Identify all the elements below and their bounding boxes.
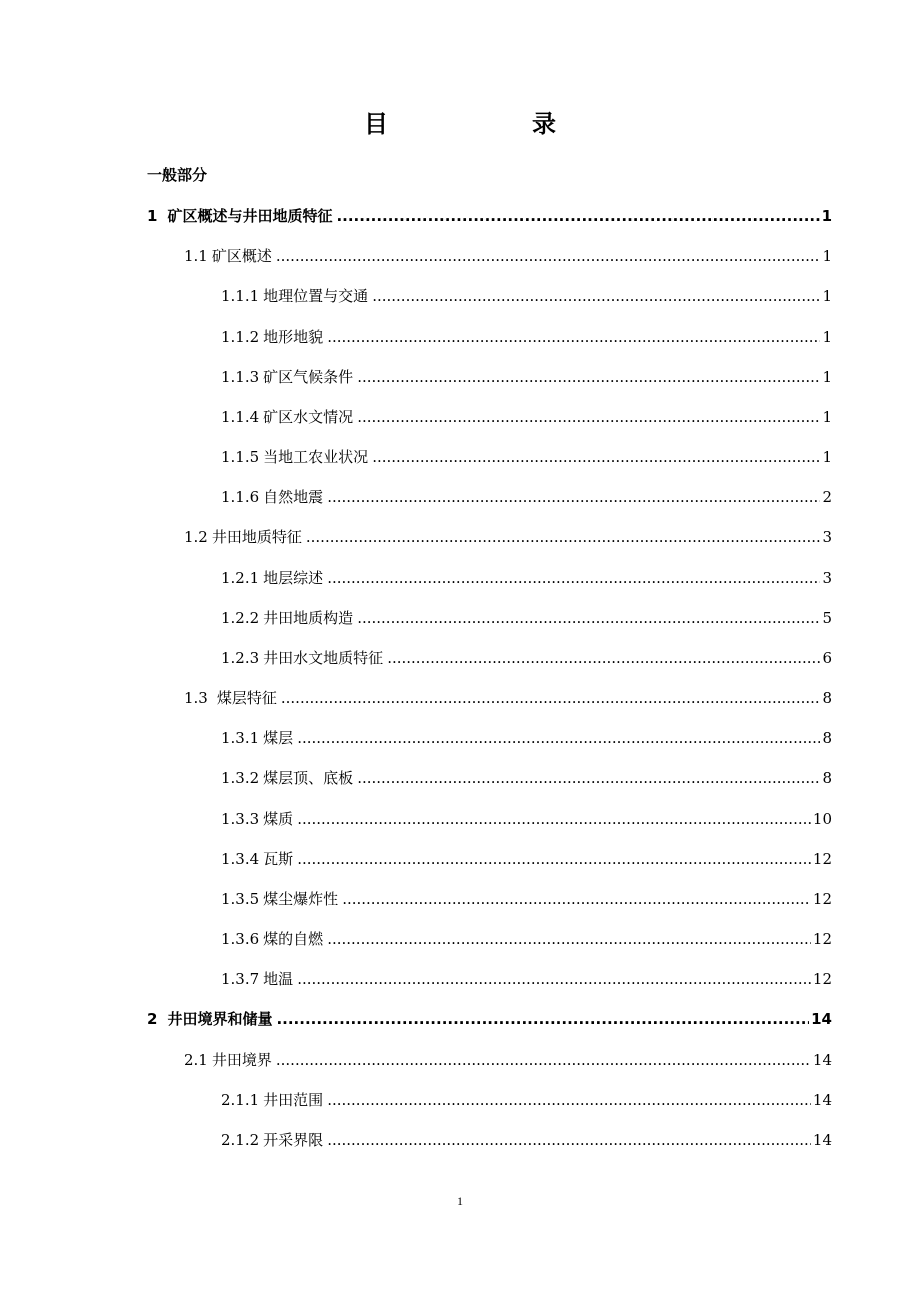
toc-entry-page: 1: [822, 368, 832, 386]
toc-dot-leader: [327, 325, 820, 349]
toc-entry-number: 2.1: [184, 1051, 208, 1069]
toc-entry-title: 井田境界和储量: [167, 1010, 273, 1028]
toc-entry-title: 当地工农业状况: [263, 448, 369, 466]
toc-entry-page: 10: [812, 810, 832, 828]
toc-entry[interactable]: [221, 726, 832, 750]
toc-entry-number: 1.1.6: [221, 488, 260, 506]
toc-dot-leader: [297, 967, 811, 991]
toc-entry-number: 1.3.3: [221, 810, 260, 828]
toc-entry-page: 12: [812, 890, 832, 908]
toc-dot-leader: [357, 365, 820, 389]
toc-dot-leader: [297, 847, 811, 871]
toc-entry-title: 自然地震: [263, 488, 324, 506]
toc-entry-page: 1: [822, 247, 832, 265]
toc-entry[interactable]: [221, 365, 832, 389]
toc-entry-page: 1: [822, 328, 832, 346]
toc-entry-title: 井田境界: [211, 1051, 272, 1069]
toc-dot-leader: [327, 566, 820, 590]
toc-dot-leader: [327, 927, 811, 951]
toc-entry[interactable]: [221, 967, 832, 991]
toc-dot-leader: [276, 244, 821, 268]
toc-entry[interactable]: [221, 1128, 832, 1152]
toc-entry[interactable]: [221, 646, 832, 670]
toc-dot-leader: [336, 204, 819, 228]
toc-entry-page: 3: [822, 528, 832, 546]
toc-entry[interactable]: [221, 485, 832, 509]
toc-entry-number: 1.2.1: [221, 569, 260, 587]
toc-dot-leader: [281, 686, 821, 710]
toc-entry-page: 14: [812, 1091, 832, 1109]
toc-entry-number: 1.3.1: [221, 729, 260, 747]
toc-dot-leader: [306, 525, 821, 549]
toc-dot-leader: [276, 1048, 811, 1072]
toc-entry-title: 地理位置与交通: [263, 287, 369, 305]
toc-entry[interactable]: [221, 606, 832, 630]
toc-dot-leader: [327, 1128, 811, 1152]
toc-dot-leader: [297, 726, 820, 750]
toc-entry[interactable]: [221, 927, 832, 951]
toc-dot-leader: [342, 887, 811, 911]
toc-entry-title: 煤层特征: [216, 689, 277, 707]
toc-entry-title: 煤质: [263, 810, 294, 828]
toc-entry-number: 1.2: [184, 528, 208, 546]
toc-dot-leader: [372, 284, 820, 308]
toc-dot-leader: [327, 485, 820, 509]
toc-entry-number: 2.1.1: [221, 1091, 260, 1109]
toc-entry-number: 1.2.3: [221, 649, 260, 667]
toc-entry-number: 1.3.6: [221, 930, 260, 948]
toc-entry-page: 14: [812, 1051, 832, 1069]
toc-entry-title: 煤尘爆炸性: [263, 890, 339, 908]
toc-entry-number: 1.1: [184, 247, 208, 265]
toc-entry-title: 瓦斯: [263, 850, 294, 868]
toc-entry-number: 1.3: [184, 689, 208, 707]
toc-entry[interactable]: [221, 1088, 832, 1112]
section-heading: 一般部分: [147, 166, 208, 184]
toc-entry-page: 8: [822, 729, 832, 747]
toc-entry-page: 2: [822, 488, 832, 506]
toc-entry[interactable]: [147, 204, 832, 228]
toc-entry-title: 地形地貌: [263, 328, 324, 346]
toc-entry-number: 1.3.4: [221, 850, 260, 868]
toc-entry[interactable]: [184, 244, 832, 268]
toc-entry-number: 1: [147, 207, 158, 225]
toc-entry-title: 矿区水文情况: [263, 408, 354, 426]
toc-entry[interactable]: [184, 525, 832, 549]
toc-entry-page: 14: [811, 1010, 832, 1028]
toc-dot-leader: [372, 445, 820, 469]
toc-dot-leader: [357, 405, 820, 429]
toc-entry-page: 1: [822, 448, 832, 466]
toc-entry-title: 煤的自燃: [263, 930, 324, 948]
toc-entry-number: 1.1.1: [221, 287, 260, 305]
toc-dot-leader: [276, 1007, 809, 1031]
toc-entry-title: 地层综述: [263, 569, 324, 587]
toc-dot-leader: [387, 646, 820, 670]
toc-entry-number: 2.1.2: [221, 1131, 260, 1149]
toc-dot-leader: [357, 766, 820, 790]
page-number: 1: [457, 1194, 463, 1208]
toc-entry-page: 14: [812, 1131, 832, 1149]
toc-dot-leader: [297, 807, 811, 831]
toc-entry-page: 5: [822, 609, 832, 627]
toc-entry[interactable]: [221, 566, 832, 590]
toc-entry-number: 2: [147, 1010, 158, 1028]
toc-dot-leader: [327, 1088, 811, 1112]
toc-entry[interactable]: [221, 445, 832, 469]
toc-entry-number: 1.1.5: [221, 448, 260, 466]
toc-entry-number: 1.1.4: [221, 408, 260, 426]
toc-entry[interactable]: [221, 807, 832, 831]
toc-entry-page: 12: [812, 930, 832, 948]
toc-entry-page: 6: [822, 649, 832, 667]
toc-entry[interactable]: [221, 284, 832, 308]
toc-entry-page: 1: [822, 287, 832, 305]
toc-entry-title: 煤层顶、底板: [263, 769, 354, 787]
toc-entry-page: 3: [822, 569, 832, 587]
toc-entry-number: 1.3.7: [221, 970, 260, 988]
toc-entry-page: 1: [822, 408, 832, 426]
toc-entry-page: 12: [812, 850, 832, 868]
toc-entry-number: 1.1.3: [221, 368, 260, 386]
toc-entry-title: 矿区概述: [211, 247, 272, 265]
page-title: 目 录: [364, 110, 588, 138]
toc-entry[interactable]: [147, 1007, 832, 1031]
toc-entry[interactable]: [184, 1048, 832, 1072]
toc-dot-leader: [357, 606, 820, 630]
toc-entry-page: 12: [812, 970, 832, 988]
toc-entry-title: 井田范围: [263, 1091, 324, 1109]
toc-entry[interactable]: [221, 766, 832, 790]
toc-entry-number: 1.3.5: [221, 890, 260, 908]
toc-entry-number: 1.2.2: [221, 609, 260, 627]
toc-entry[interactable]: [221, 405, 832, 429]
toc-entry-title: 井田水文地质特征: [263, 649, 384, 667]
toc-entry-title: 矿区概述与井田地质特征: [167, 207, 333, 225]
toc-entry-title: 井田地质特征: [211, 528, 302, 546]
toc-entry[interactable]: [184, 686, 832, 710]
toc-entry-number: 1.3.2: [221, 769, 260, 787]
toc-entry-title: 矿区气候条件: [263, 368, 354, 386]
toc-entry-page: 8: [822, 769, 832, 787]
toc-entry-title: 井田地质构造: [263, 609, 354, 627]
toc-entry-title: 开采界限: [263, 1131, 324, 1149]
toc-entry-number: 1.1.2: [221, 328, 260, 346]
toc-entry-title: 煤层: [263, 729, 294, 747]
toc-entry[interactable]: [221, 847, 832, 871]
toc-entry-title: 地温: [263, 970, 294, 988]
toc-entry-page: 1: [821, 207, 832, 225]
toc-entry[interactable]: [221, 325, 832, 349]
toc-entry[interactable]: [221, 887, 832, 911]
toc-entry-page: 8: [822, 689, 832, 707]
